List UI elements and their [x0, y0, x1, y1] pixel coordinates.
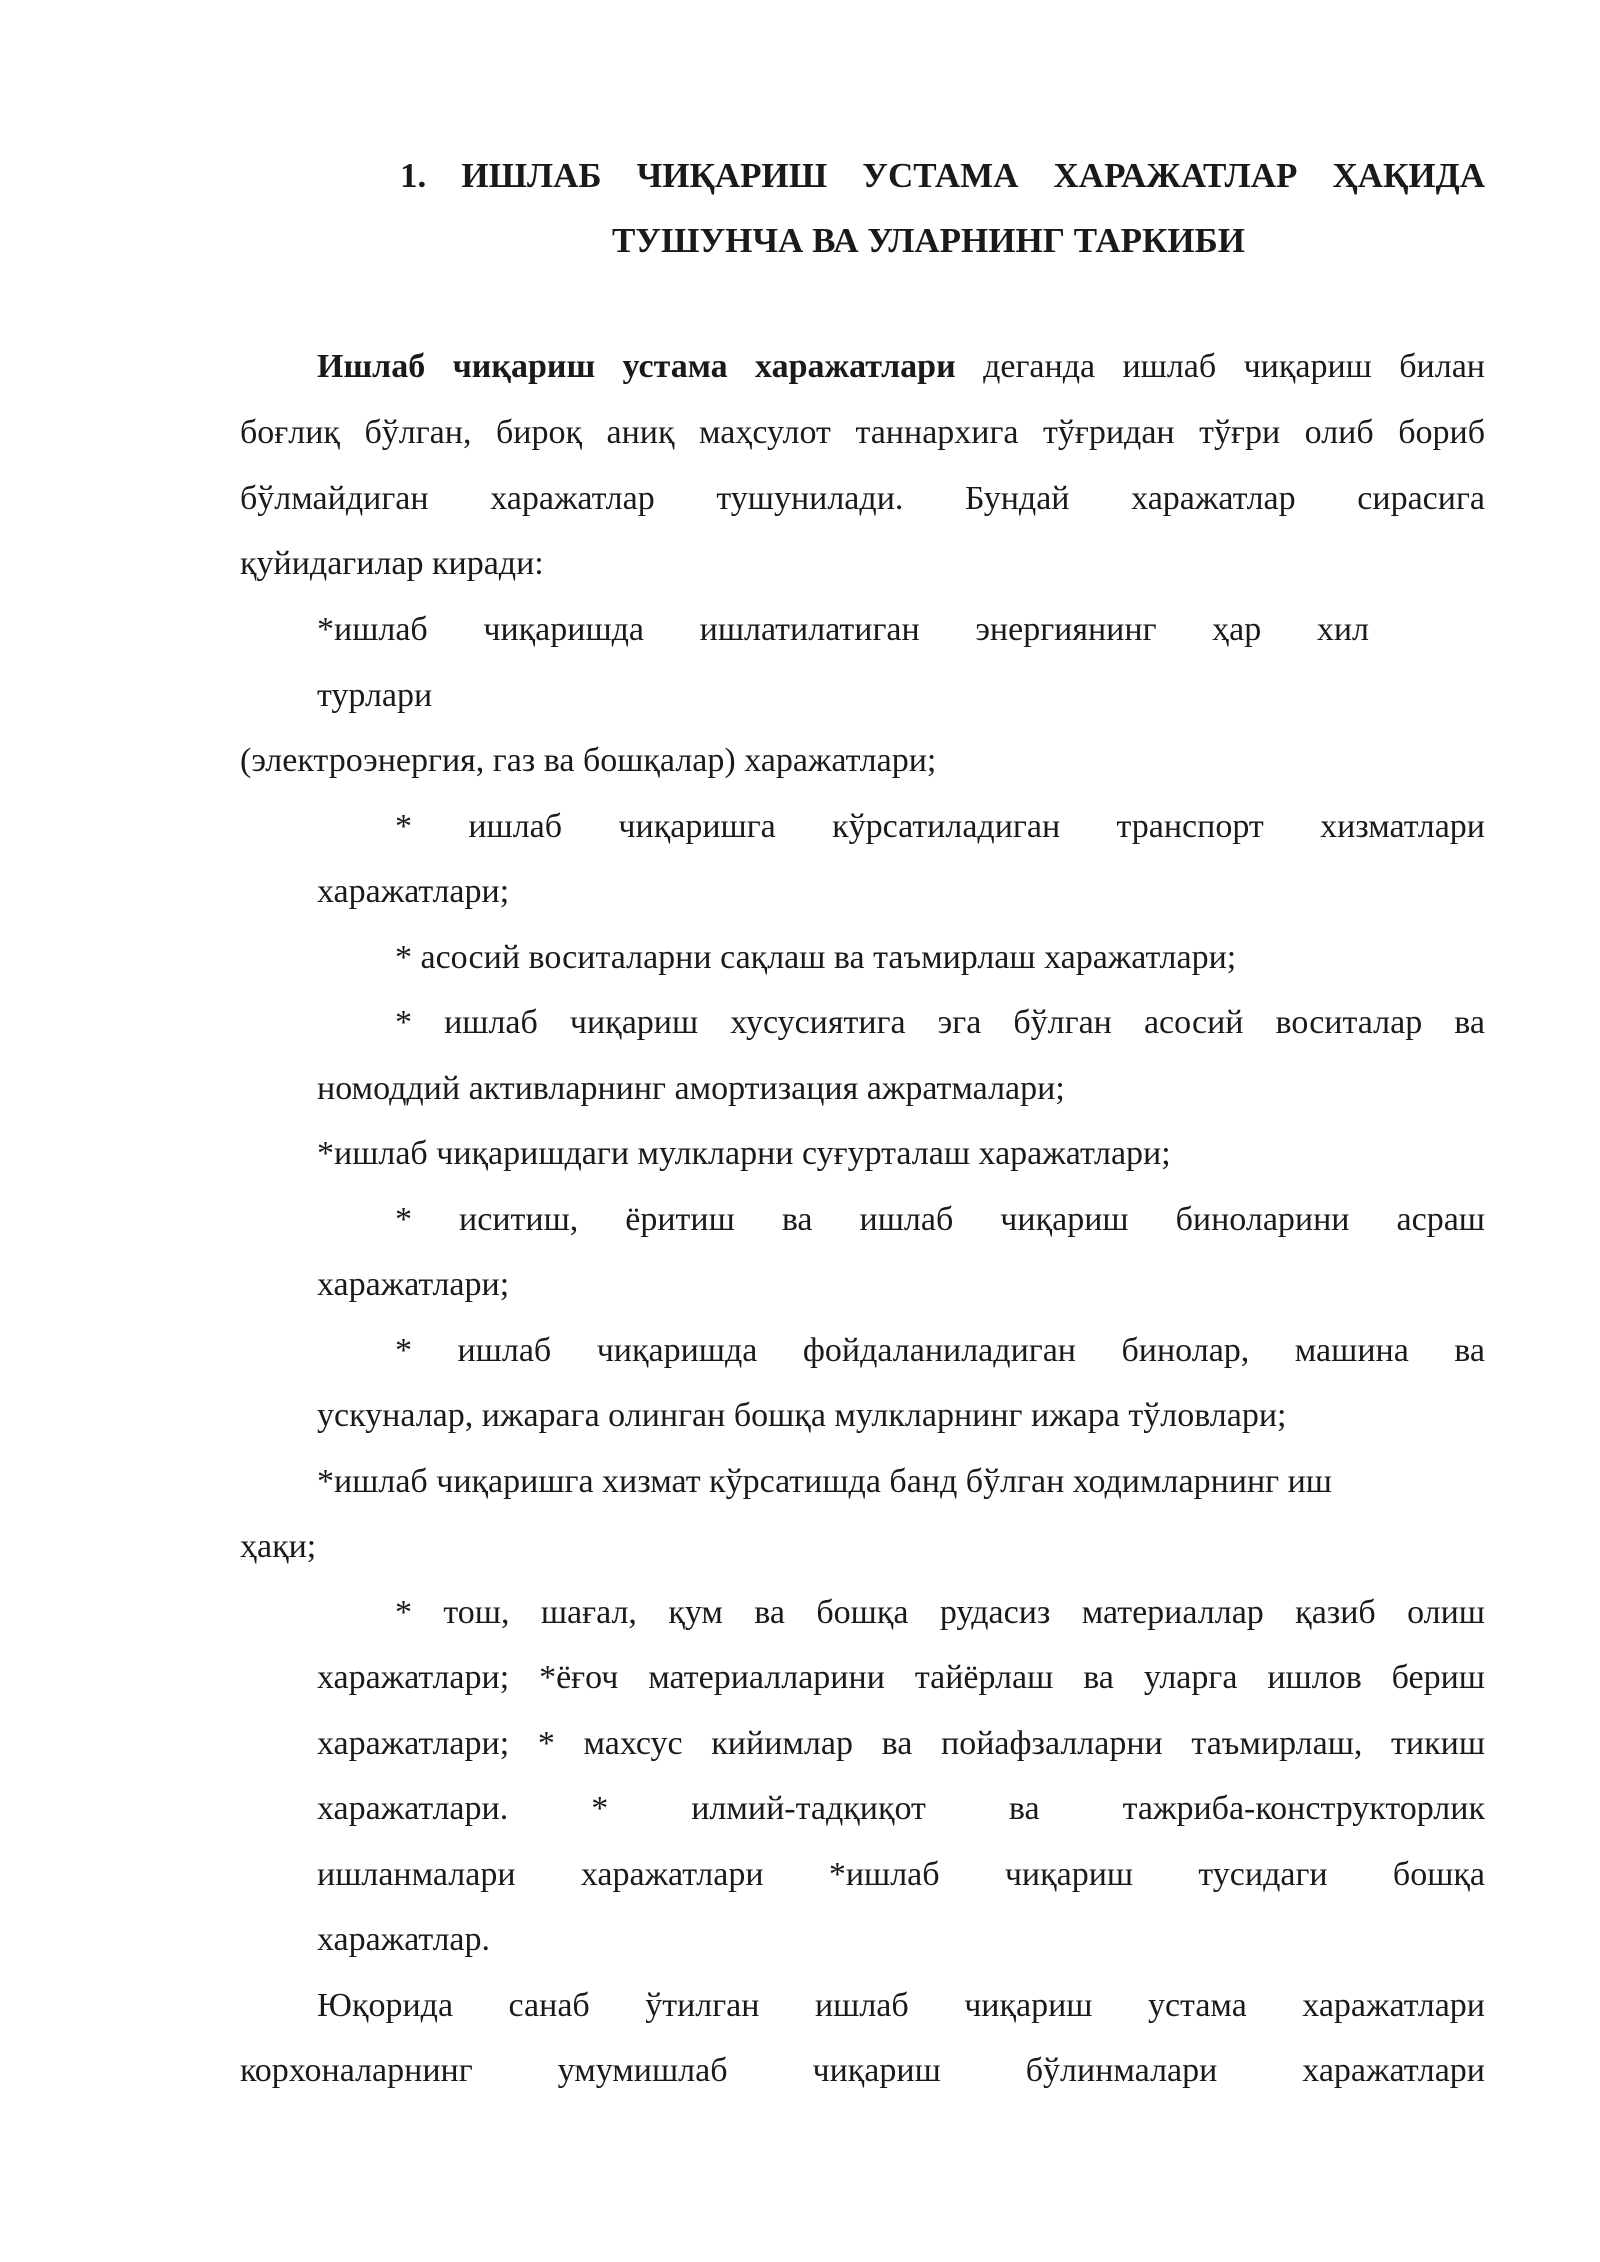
item-7-line-2: ускуналар, ижарага олинган бошқа мулкларнинг ижара тўловлари;	[317, 1397, 1287, 1434]
item-9-line-1: * тош, шағал, қум ва бошқа рудасиз материаллар қазиб олиш	[395, 1594, 1485, 1631]
intro-line-4: қуйидагилар киради:	[240, 545, 544, 582]
item-9-line-2: харажатлари; *ёғоч материалларини тайёрлаш ва уларга ишлов бериш	[317, 1659, 1485, 1696]
item-5-line-1: *ишлаб чиқаришдаги мулкларни суғурталаш харажатлари;	[317, 1135, 1171, 1172]
intro-bold-term: Ишлаб чиқариш устама харажатлари	[317, 348, 956, 385]
item-8-line-1: *ишлаб чиқаришга хизмат кўрсатишда банд бўлган ходимларнинг иш	[317, 1463, 1332, 1500]
item-1-line-1: *ишлаб чиқаришда ишлатилатиган энергиянинг ҳар хил	[317, 611, 1369, 648]
closing-line-1: Юқорида санаб ўтилган ишлаб чиқариш устама харажатлари	[317, 1987, 1485, 2024]
item-6-line-1: * иситиш, ёритиш ва ишлаб чиқариш биноларини асраш	[395, 1201, 1485, 1238]
item-6-line-2: харажатлари;	[317, 1266, 510, 1303]
intro-line-3: бўлмайдиган харажатлар тушунилади. Бундай харажатлар сирасига	[240, 480, 1485, 517]
item-1-line-2: турлари	[317, 677, 433, 714]
item-2-line-2: харажатлари;	[317, 873, 510, 910]
item-8-line-2: ҳақи;	[240, 1528, 317, 1565]
item-3-line-1: * асосий воситаларни сақлаш ва таъмирлаш харажатлари;	[395, 939, 1237, 976]
closing-line-2: корхоналарнинг умумишлаб чиқариш бўлинмалари харажатлари	[240, 2052, 1485, 2089]
item-9-line-4: харажатлари. * илмий-тадқиқот ва тажриба-конструкторлик	[317, 1790, 1485, 1827]
item-4-line-2: номоддий активларнинг амортизация ажратмалари;	[317, 1070, 1065, 1107]
item-7-line-1: * ишлаб чиқаришда фойдаланиладиган бинолар, машина ва	[395, 1332, 1485, 1369]
item-4-line-1: * ишлаб чиқариш хусусиятига эга бўлган асосий воситалар ва	[395, 1004, 1485, 1041]
item-9-line-5: ишланмалари харажатлари *ишлаб чиқариш тусидаги бошқа	[317, 1856, 1485, 1893]
section-heading-line-1: 1. ИШЛАБ ЧИҚАРИШ УСТАМА ХАРАЖАТЛАР ҲАҚИДА	[400, 156, 1485, 195]
item-9-line-6: харажатлар.	[317, 1921, 491, 1958]
item-9-line-3: харажатлари; * махсус кийимлар ва пойафзалларни таъмирлаш, тикиш	[317, 1725, 1485, 1762]
section-heading-line-2: ТУШУНЧА ВА УЛАРНИНГ ТАРКИБИ	[612, 221, 1245, 260]
intro-line-1	[317, 347, 1485, 387]
intro-line-1-rest: деганда ишлаб чиқариш билан	[955, 348, 1485, 385]
item-1-line-3: (электроэнергия, газ ва бошқалар) харажатлари;	[240, 742, 937, 779]
intro-line-2: боғлиқ бўлган, бироқ аниқ маҳсулот таннархига тўғридан тўғри олиб бориб	[240, 414, 1485, 451]
item-2-line-1: * ишлаб чиқаришга кўрсатиладиган транспорт хизматлари	[395, 808, 1485, 845]
